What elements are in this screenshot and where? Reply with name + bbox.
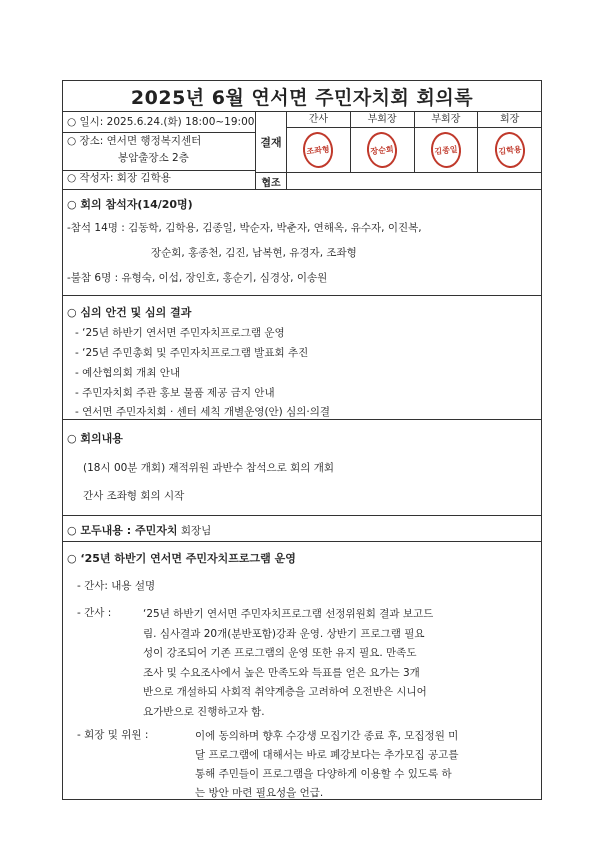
approval-label: 결재: [256, 112, 287, 172]
agenda-title: ○ 심의 안건 및 심의 결과: [67, 306, 192, 319]
topic-section: [63, 542, 541, 799]
meeting-place-detail: 봉암출장소 2층: [118, 152, 189, 164]
approval-role: 부회장: [351, 112, 414, 128]
seal-stamp: 조좌형: [302, 131, 336, 170]
content-section: [63, 420, 541, 516]
approval-col: [351, 112, 415, 172]
approval-role: 간사: [287, 112, 350, 128]
opening-section: [63, 516, 541, 542]
agenda-item: - ‘25년 주민총회 및 주민자치프로그램 발표회 추진: [75, 347, 309, 359]
meeting-date: ○ 일시: 2025.6.24.(화) 18:00~19:00: [67, 116, 255, 128]
attendees-section: [63, 190, 541, 296]
attendees-present: -참석 14명 : 김동학, 김학용, 김종일, 박순자, 박춘자, 연해옥, 유수자, 이진복,: [67, 222, 422, 234]
agenda-item: - 주민자치회 주관 홍보 물품 제공 금지 안내: [75, 387, 275, 399]
header-block: [63, 112, 541, 190]
approval-table: [256, 112, 541, 189]
document-title: 2025년 6월 연서면 주민자치회 회의록: [63, 81, 541, 112]
agenda-item: - ‘25년 하반기 연서면 주민자치프로그램 운영: [75, 327, 285, 339]
topic-speaker: - 회장 및 위원 :: [77, 729, 149, 741]
agenda-item: - 예산협의회 개최 안내: [75, 367, 181, 379]
approval-col: [415, 112, 479, 172]
content-start: 간사 조좌형 회의 시작: [83, 490, 185, 502]
topic-speaker: - 간사 :: [77, 607, 112, 619]
content-open: (18시 00분 개회) 재적위원 과반수 참석으로 회의 개회: [83, 462, 334, 474]
seal-stamp: 김종일: [429, 131, 463, 170]
meeting-author: ○ 작성자: 회장 김학용: [67, 172, 171, 184]
attendees-present-cont: 장순회, 홍종천, 김진, 남복현, 유경자, 조좌형: [151, 247, 357, 259]
content-title: ○ 회의내용: [67, 432, 123, 445]
agenda-item: - 연서면 주민자치회 · 센터 세칙 개별운영(안) 심의·의결: [75, 406, 331, 418]
minutes-document: [62, 80, 542, 800]
opening-title: ○ 모두내용 : 주민자치: [67, 524, 178, 537]
seal-stamp: 장순회: [365, 131, 399, 170]
opening-suffix: 회장님: [180, 525, 212, 537]
approval-col: [287, 112, 351, 172]
meeting-place: ○ 장소: 연서면 행정복지센터: [67, 135, 202, 147]
topic-line: - 간사: 내용 설명: [77, 580, 156, 592]
approval-role: 부회장: [415, 112, 478, 128]
attendees-absent: -불참 6명 : 유형숙, 이섭, 장인호, 홍순기, 심경상, 이송원: [67, 272, 328, 284]
seal-stamp: 김학용: [493, 131, 527, 170]
approval-role: 회장: [478, 112, 541, 128]
topic-speech: 이에 동의하며 향후 수강생 모집기간 종료 후, 모집정원 미 달 프로그램에 대해서는 바로 폐강보다는 추가모집 공고를 통해 주민들이 프로그램을 다양하게 이용할 수 있도록 하 는 방안 마련 필요성을 언급.: [195, 730, 459, 799]
meeting-info: [63, 112, 256, 189]
approval-col: [478, 112, 541, 172]
attendees-title: ○ 회의 참석자(14/20명): [67, 198, 193, 211]
agenda-section: [63, 296, 541, 420]
topic-title: ○ ‘25년 하반기 연서면 주민자치프로그램 운영: [67, 552, 296, 565]
topic-speech: ‘25년 하반기 연서면 주민자치프로그램 선정위원회 결과 보고드 림. 심사결과 20개(분반포함)강좌 운영. 상반기 프로그램 필요 성이 강조되어 기존 프로그램의 운영 또한 유지 필요. 만족도 조사 및 수요조사에서 높은 만족도와 득표를 얻은 요가는 3개 반으로 개설하되 사회적 취약계층을 고려하여 오전반은 시니어 요가반으로 진행하고자 함.: [143, 608, 434, 718]
cooperation-label: 협조: [256, 173, 287, 189]
